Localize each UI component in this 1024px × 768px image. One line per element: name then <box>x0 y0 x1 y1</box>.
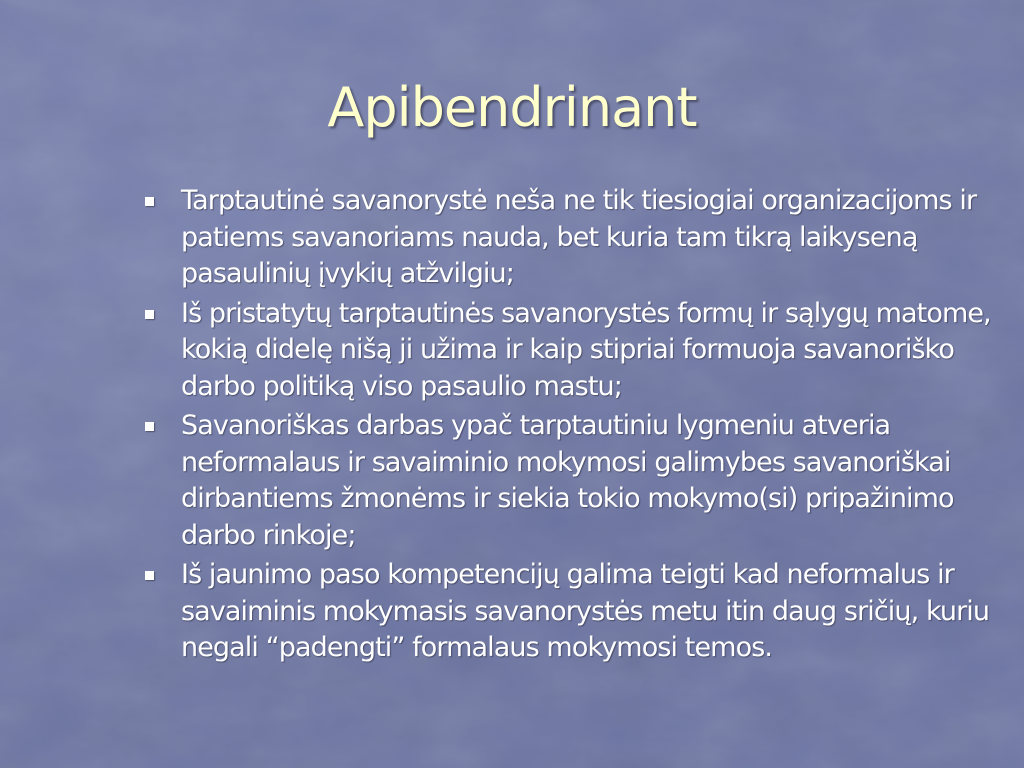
bullet-list <box>145 183 1005 670</box>
bullet-item <box>145 408 1005 554</box>
bullet-text: Iš jaunimo paso kompetencijų galima teigti kad neformalus ir savaiminis mokymasis savanorystės metu itin daug sričių, kuriu negali “padengti” formalaus mokymosi temos. <box>181 559 990 663</box>
square-bullet-icon <box>145 310 154 319</box>
square-bullet-icon <box>145 197 154 206</box>
slide-title: Apibendrinant <box>327 76 697 139</box>
bullet-item <box>145 296 1005 406</box>
bullet-item <box>145 557 1005 667</box>
bullet-text: Tarptautinė savanorystė neša ne tik tiesiogiai organizacijoms ir patiems savanoriams nauda, bet kuria tam tikrą laikyseną pasaulinių įvykių atžvilgiu; <box>181 185 977 289</box>
bullet-item <box>145 183 1005 293</box>
square-bullet-icon <box>145 422 154 431</box>
bullet-text: Iš pristatytų tarptautinės savanorystės formų ir sąlygų matome, kokią didelę nišą ji užima ir kaip stipriai formuoja savanoriško darbo politiką viso pasaulio mastu; <box>181 297 991 402</box>
bullet-text: Savanoriškas darbas ypač tarptautiniu lygmeniu atveria neformalaus ir savaiminio mokymosi galimybes savanoriškai dirbantiems žmonėms ir siekia tokio mokymo(si) pripažinimo darbo rinkoje; <box>181 410 954 551</box>
square-bullet-icon <box>145 571 154 580</box>
